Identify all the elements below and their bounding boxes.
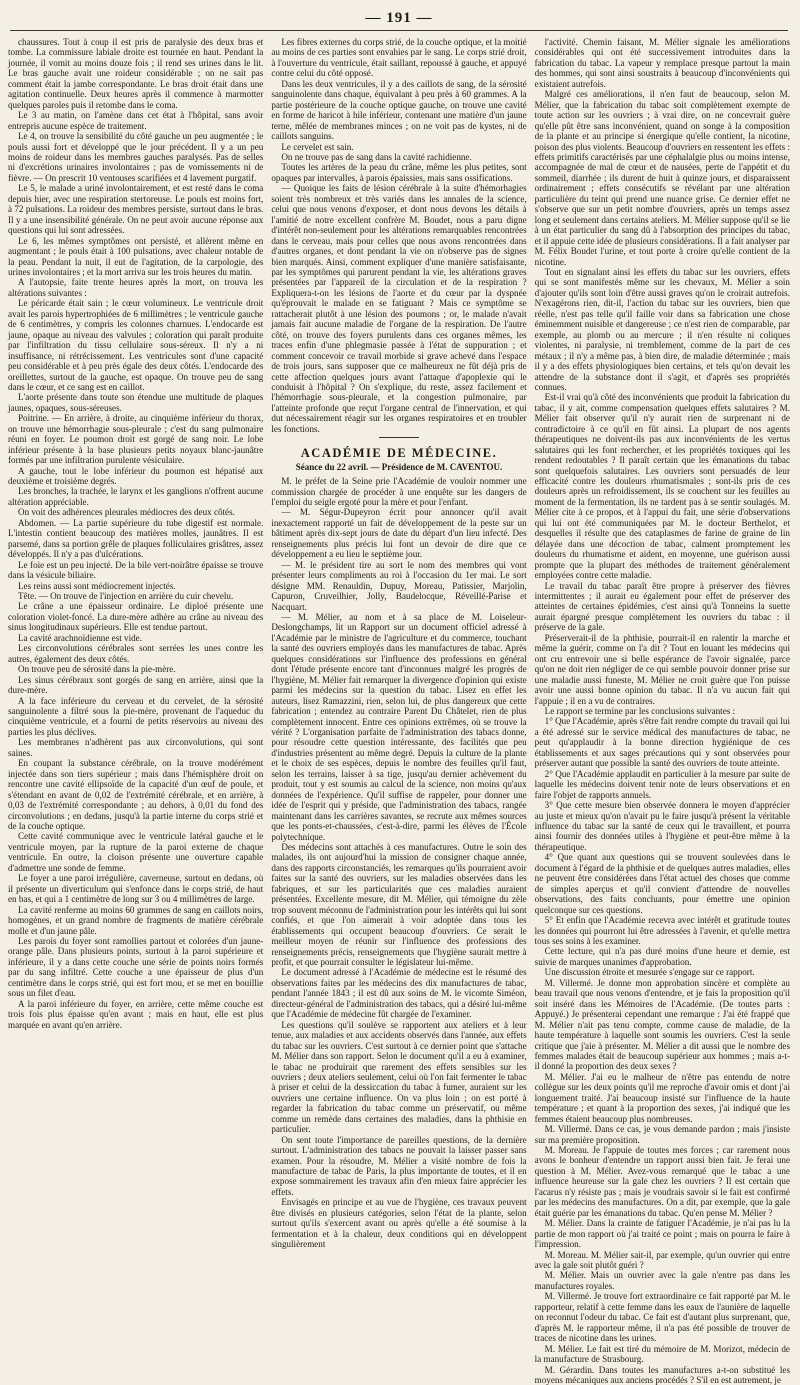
paragraph: Malgré ces améliorations, il n'en faut de beaucoup, selon M. Mélier, que la fabrication du tabac soit complètement exempte de toute action sur les ouvriers ; à vrai dire, on ne concevrait guère qu'elle pût être sans inconvénient, quand on songe à la composition de la plante et au principe si énergique qu'elle contient, la nicotine, poison des plus violents. Beaucoup d'ouvriers en ressentent les effets : effets primitifs caractérisés par une céphalalgie plus ou moins intense, accompagnée de mal de cœur et de nausées, perte de l'appétit et du sommeil, diarrhée ; ils durent de huit à quinze jours, et disparaissent ordinairement ; effets consécutifs se révélant par une altération particulière du teint qui prend une nuance grise. Ce dernier effet ne s'observe que sur un petit nombre d'ouvriers, après un temps assez long et seulement dans certains ateliers. M. Mélier suppose qu'il se lie à un état particulier du sang dû à l'absorption des principes du tabac, et il appuie cette idée de plusieurs considérations. Il a fait analyser par M. Félix Boudet l'urine, et tout porte à croire qu'elle contient de la nicotine. <box>534 89 790 267</box>
column-3 <box>534 37 790 1385</box>
paragraph: 2° Que l'Académie applaudit en particulier à la mesure par suite de laquelle les médecins doivent tenir note de leurs observations et en faire l'objet de rapports annuels. <box>534 768 790 800</box>
paragraph: A gauche, tout le lobe inférieur du poumon est hépatisé aux deuxième et troisième degrés. <box>8 465 264 487</box>
paragraph: M. Villermé. Dans ce cas, je vous demande pardon ; mais j'insiste sur ma première proposition. <box>534 1124 790 1145</box>
paragraph: M. Mélier. Le fait est tiré du mémoire de M. Morizot, médecin de la manufacture de Strasbourg. <box>534 1343 790 1365</box>
paragraph: On voit des adhérences pleurales médiocres des deux côtés. <box>18 507 235 518</box>
paragraph: — Quoique les faits de lésion cérébrale à la suite d'hémorhagies soient très nombreux et très variés dans les annales de la science, celui que nous venons d'exposer, et dont nous devons les détails à l'amitié de notre excellent confrère M. Boudet, nous a paru digne d'intérêt non-seulement pour les altérations remarquables rencontrées dans le cerveau, mais pour celles que nous avons rencontrées dans d'autres organes, et dont pendant la vie on n'observe pas de signes bien marqués. Ainsi, comment expliquer d'une manière satisfaisante, par les symptômes qui parurent pendant la vie, les altérations graves présentées par l'appareil de la circulation et de la respiration ? Expliquera-t-on les lésions de l'aorte et du cœur par la dyspnée qu'éprouvait le malade en se fatiguant ? Mais ce symptôme se rattacherait plutôt à une lésion des poumons ; or, le malade n'avait jamais fait aucune maladie de l'organe de la respiration. De l'autre côté, on trouve des foyers purulents dans ces organes mêmes, les traces enfin d'une phlegmasie passée à l'état de suppuration ; et comment concevoir ce travail morbide si grave achevé dans l'espace de trois jours, sans supposer que ce malheureux ne fût déjà pris de cette affection quelques jours avant l'attaque d'apoplexie qui le conduisit à l'hôpital ? On s'explique, du reste, assez facilement et l'hémorrhagie sous-pleurale, et la congestion pulmonaire, par l'atteinte profonde que reçut l'organe central de l'innervation, et qui dut nécessairement réagir sur les organes respiratoires et en troubler les fonctions. <box>271 183 527 434</box>
paragraph: Est-il vrai qu'à côté des inconvénients que produit la fabrication du tabac, il y ait, comme compensation quelques effets salutaires ? M. Mélier fait observer qu'il n'y aurait rien de surprenant ni de contradictoire à ce qu'il en fût ainsi. La plupart de nos agents thérapeutiques ne doivent-ils pas aux inconvénients de les vertus salutaires qui les font rechercher, et les propriétés toxiques qui les rendent redoutables ? Il paraît certain que les émanations du tabac sont quelquefois salutaires. Les ouvriers sont persuadés de leur efficacité contre les douleurs rhumatismales ; sont-ils pris de ces douleurs après un refroidissement, ils se couchent sur les feuilles au moment de la fermentation, ils ne tardent pas à se sentir soulagés. M. Mélier cite à ce propos, et à l'appui du fait, une série d'observations qui lui ont été communiquées par M. le docteur Berthelot, et desquelles il résulte que des cataplasmes de farine de graine de lin délayée dans une décoction de tabac, calment promptement les douleurs du rhumatisme et aident, en moyenne, une guérison aussi prompte que la plupart des méthodes de traitement généralement employées contre cette maladie. <box>534 392 790 581</box>
paragraph: Le 3 au matin, on l'amène dans cet état à l'hôpital, sans avoir entrepris aucune espèce de traitement. <box>8 110 264 131</box>
paragraph: Le foie est un peu injecté. De la bile vert-noirâtre épaisse se trouve dans la vésicule biliaire. <box>8 559 264 581</box>
paragraph: 5° Et enfin que l'Académie recevra avec intérêt et gratitude toutes les données qui pourront lui être adressées à l'avenir, et qu'elle mettra tous ses soins à les examiner. <box>534 915 790 946</box>
paragraph: M. Moreau. Je l'appuie de toutes mes forces ; car rarement nous avons le bonheur d'entendre un rapport aussi bien fait. Je ferai une question à M. Mélier. Avez-vous remarqué que le tabac a une influence heureuse sur la gale chez les ouvriers ? Il est certain que l'acarus n'y résiste pas ; mais je voudrais savoir si le fait est confirmé par les médecins des manufactures. On a dit, par exemple, que la gale était guérie par les émanations du tabac. Qu'en pense M. Mélier ? <box>534 1145 790 1218</box>
paragraph: M. le préfet de la Seine prie l'Académie de vouloir nommer une commission chargée de procéder à une enquête sur les dangers de l'emploi du seigle ergoté pour la mère et pour l'enfant. <box>271 476 527 508</box>
paragraph: 4° Que quant aux questions qui se trouvent soulevées dans le document à l'égard de la phthisie et de quelques autres maladies, elles ne peuvent être considérées dans l'état actuel des choses que comme de simples aperçus et qu'il convient d'attendre de nouvelles observations, des faits concluants, pour émettre une opinion quelconque sur ces questions. <box>534 852 790 915</box>
paragraph: On sent toute l'importance de pareilles questions, de la dernière surtout. L'administration des tabacs ne pouvait la laisser passer sans examen. Pour la résoudre, M. Mélier a visité nombre de fois la manufacture de tabac de Paris, la plus importante de toutes, et il en expose sommairement les travaux afin d'en mieux faire apprécier les effets. <box>271 1134 527 1197</box>
section-title: ACADÉMIE DE MÉDECINE. <box>300 446 498 461</box>
paragraph: Les sinus cérébraux sont gorgés de sang en arrière, ainsi que la dure-mère. <box>8 674 264 696</box>
paragraph: M. Moreau. M. Mélier sait-il, par exemple, qu'un ouvrier qui entre avec la gale soit plutôt guéri ? <box>534 1249 790 1271</box>
column-2 <box>271 37 527 1250</box>
paragraph: La cavité arachnoïdienne est vide. <box>18 632 142 643</box>
page-number: — 191 — <box>365 10 433 26</box>
paragraph: Une discussion étroite et mesurée s'engage sur ce rapport. <box>544 967 755 978</box>
paragraph: Le document adressé à l'Académie de médecine est le résumé des observations faites par les médecins des dix manufactures de tabac, pendant l'année 1843 ; il est dû aux soins de M. le vicomte Siméon, directeur-général de l'administration des tabacs, qui a désiré lui-même que l'Académie de médecine fût chargée de l'examiner. <box>271 967 527 1020</box>
paragraph: — M. le président tire au sort le nom des membres qui vont présenter leurs compliments au roi à l'occasion du 1er mai. Le sort désigne MM. Renauldin, Dupuy, Moreau, Patissier, Marjolin, Capuron, Cruveilhier, Jolly, Baudelocque, Réveillé-Parise et Nacquart. <box>271 559 527 612</box>
paragraph: Préserverait-il de la phthisie, pourrait-il en ralentir la marche et même la guérir, comme on l'a dit ? Tout en louant les médecins qui ont cru entrevoir une si belle espérance de l'avoir signalée, parce qu'on ne doit rien négliger de ce qui semble pouvoir donner prise sur une maladie aussi funeste, M. Mélier ne croit guère que l'on puisse avoir une aussi bonne opinion du tabac. Il n'a vu aucun fait qui l'appuie ; il en a vu de contraires. <box>534 632 790 706</box>
paragraph: M. Gérardin. Dans toutes les manufactures a-t-on substitué les moyens mécaniques aux anciens procédés ? S'il en est autrement, je <box>534 1364 790 1385</box>
paragraph: Le 4, on trouve la sensibilité du côté gauche un peu augmentée ; le pouls aussi fort et développé que le jour précédent. Il y a un peu moins de roideur dans les membres gauches paralysés. Pas de selles ni d'excrétions urinaires involontaires ; pas de vomissements ni de fièvre. — On prescrit 10 ventouses scarifiées et 4 lavement purgatif. <box>8 131 264 183</box>
paragraph: 3° Que cette mesure bien observée donnera le moyen d'apprécier au juste et mieux qu'on n'avait pu le faire jusqu'à présent la véritable influence du tabac sur la santé de ceux qui le travaillent, et pourra ainsi fournir des données utiles à l'hygiène et peut-être même à la thérapeutique. <box>534 800 790 852</box>
header-rule <box>10 30 788 31</box>
paragraph: — M. Ségur-Dupeyron écrit pour annoncer qu'il avait inexactement rapporté un fait de développement de la peste sur un bâtiment après dix-sept jours de date du départ d'un lieu infecté. Des renseignements plus précis lui font un devoir de dire que ce développement a eu lieu le septième jour. <box>271 507 527 560</box>
paragraph: Tout en signalant ainsi les effets du tabac sur les ouvriers, effets qui se sont manifestés même sur les chevaux, M. Mélier a soin d'ajouter qu'ils sont loin d'être aussi graves qu'on le croirait autrefois. N'exagérons rien, dit-il, l'action du tabac sur les ouvriers, bien que réelle, n'est pas telle qu'il faille voir dans sa fabrication une chose éminemment nuisible et dangereuse ; ce n'est rien de comparable, par exemple, au plomb ou au mercure ; il n'en résulte ni coliques violentes, ni paralysie, ni tremblement, comme de la part de ces métaux ; il n'y a même pas, à bien dire, de maladie déterminée ; mais il y a des effets physiologiques bien certains, et tels qu'on devait les attendre de la substance dont il s'agit, et d'après ses propriétés connues. <box>534 266 790 392</box>
paragraph: L'aorte présente dans toute son étendue une multitude de plaques jaunes, opaques, sous-séreuses. <box>8 392 264 413</box>
paragraph: M. Mélier. Dans la crainte de fatiguer l'Académie, je n'ai pas lu la partie de mon rapport où j'ai traité ce point ; mais on pourra le faire à l'impression. <box>534 1218 790 1250</box>
columns <box>8 37 790 1385</box>
section-divider <box>379 437 419 438</box>
column-1 <box>8 37 263 1161</box>
paragraph: Cette lecture, qui n'a pas duré moins d'une heure et demie, est suivie de marques unanimes d'approbation. <box>534 946 790 967</box>
paragraph: Toutes les artères de la peau du crâne, même les plus petites, sont opaques par intervalles, à parois épaissies, mais sans ossifications. <box>271 162 527 183</box>
paragraph: On trouve peu de sérosité dans la pie-mère. <box>18 664 176 675</box>
column-2-medical-case <box>271 37 526 434</box>
paragraph: Le crâne a une épaisseur ordinaire. Le diploé présente une coloration violet-foncé. La dure-mère adhère au crâne au niveau des sinus longitudinaux supérieurs. Elle est tendue partout. <box>8 601 264 633</box>
paragraph: Le 5, le malade a uriné involontairement, et est resté dans le coma depuis hier, avec une respiration stertoreuse. Le pouls est moins fort, à 72 pulsations. La roideur des membres persiste, surtout dans le bras. Il y a une insensibilité générale. On ne peut avoir aucune réponse aux questions qui lui sont adressées. <box>8 183 264 236</box>
paragraph: Les parois du foyer sont ramollies partout et colorées d'un jaune-orange pâle. Dans plusieurs points, surtout à la paroi supérieure et inférieure, il y a dans cette couche une série de points noirs formés par du sang infiltré. Cette couche a une épaisseur de plus d'un centimètre dans le corps strié, qui est fort mou, et se met en bouillie sous un filet d'eau. <box>8 935 264 999</box>
section-subtitle: Séance du 22 avril. — Présidence de M. CAVENTOU. <box>295 461 503 472</box>
paragraph: Abdomen. — La partie supérieure du tube digestif est normale. L'intestin contient beaucoup des matières molles, jaunâtres. Il est parsemé, dans sa portion grêle de plaques folliculaires grisâtres, assez développés. Il n'y a pas d'ulcérations. <box>8 517 264 560</box>
paragraph: l'activité. Chemin faisant, M. Mélier signale les améliorations considérables qui ont été successivement introduites dans la fabrication du tabac. La vapeur y remplace presque partout la main des hommes, qui sont ainsi soustraits à beaucoup d'inconvénients qui existaient autrefois. <box>534 37 790 89</box>
paragraph: Le cervelet est sain. <box>281 141 354 152</box>
paragraph: A l'autopsie, faite trente heures après la mort, on trouva les altérations suivantes : <box>8 277 264 298</box>
paragraph: Le travail du tabac paraît être propre à préserver des fièvres intermittentes ; il aurait eu également pour effet de préserver des atteintes de certaines épidémies, c'est ainsi qu'à Tonneins la suette aurait épargné presque complètement les ouvriers du tabac : il préserve de la gale. <box>534 580 790 633</box>
paragraph: Le 6, les mêmes symptômes ont persisté, et allèrent même en augmentant ; le pouls était à 100 pulsations, avec chaleur notable de la peau. Pendant la nuit, il eut de l'agitation, de la carpologie, des urines involontaires ; et la mort arriva sur les trois heures du matin. <box>8 235 264 277</box>
paragraph: A la face inférieure du cerveau et du cervelet, de la sérosité sanguinolente a filtré sous la pie-mère, provenant de l'aqueduc du cinquième ventricule, et a fourni de petits réservoirs au niveau des parties les plus déclives. <box>8 695 264 737</box>
paragraph: Les membranes n'adhèrent pas aux circonvolutions, qui sont saines. <box>8 737 264 758</box>
paragraph: chaussures. Tout à coup il est pris de paralysie des deux bras et tombe. La commissure labiale droite est tournée en haut. Pendant la journée, il vomit au moins douze fois ; il rend ses urines dans le lit. Le bras gauche avait une roideur considérable ; on ne sait pas comment était la jambe correspondante. Le bras droit était dans une agitation continuelle. Deux heures après il commence à marmotter quelques paroles puis il retombe dans le coma. <box>8 37 264 110</box>
paragraph: Les reins aussi sont médiocrement injectés. <box>18 580 176 591</box>
paragraph: — M. Mélier, au nom et à sa place de M. Loiseleur-Deslongchamps, lit un Rapport sur un document officiel adressé à l'Académie par le ministre de l'agriculture et du commerce, touchant la santé des ouvriers employés dans les manufactures de tabac. Après quelques considérations sur l'influence des professions en général dont l'étude présente encore tant d'inconnues malgré les progrès de l'hygiène, M. Mélier fait remarquer la divergence d'opinion qui existe parmi les médecins sur la question du tabac. Lisez en effet les auteurs, lisez Ramazzini, rien, selon lui, de plus dangereux que cette fabrication ; entendez au contraire Parent Du Châtelet, rien de plus complètement innocent. Entre ces opinions extrêmes, où se trouve la vérité ? L'organisation parfaite de l'administration des tabacs donne, pour résoudre cette question intéressante, des facilités que peu d'industries présentent au même degré. Depuis la culture de la plante et le choix de ses espèces, depuis le nombre des feuilles qu'il faut, selon les terrains, laisser à sa tige, jusqu'au dernier achèvement du produit, tout y est soumis au calcul de la science, non moins qu'aux données de l'expérience. Qu'il suffise de rappeler, pour donner une idée de l'esprit qui y préside, que l'administration des tabacs, rangée maintenant dans les carrières savantes, se recrute aux mêmes sources que les ponts-et-chaussées, c'est-à-dire, parmi les élèves de l'École polytechnique. <box>271 612 527 842</box>
paragraph: M. Mélier. Mais un ouvrier avec la gale n'entre pas dans les manufactures royales. <box>534 1270 790 1291</box>
paragraph: Poitrine. — En arrière, à droite, au cinquième inférieur du thorax, on trouve une hémorrhagie sous-pleurale ; c'est du sang pulmonaire réuni en foyer. Le poumon droit est gorgé de sang noir. Le lobe inférieur présente à la base plusieurs petits noyaux blanc-jaunâtre formés par une infiltration purulente vésiculaire. <box>8 413 264 466</box>
paragraph: Les questions qu'il soulève se rapportent aux ateliers et à leur tenue, aux maladies et aux accidents observés dans l'année, aux effets du tabac sur les ouvriers. C'est surtout à ce dernier point que s'attache M. Mélier dans son rapport. Selon le document qu'il a eu à examiner, le tabac ne produirait que rarement des effets sensibles sur les ouvriers ; deux ateliers seulement, celui où l'on fait fermenter le tabac à priser et celui de la dessiccation du tabac à fumer, auraient sur les ouvriers une certaine influence. On va plus loin ; on est porté à regarder la fabrication du tabac comme un préservatif, ou même comme un remède dans certaines des maladies, dans la phthisie en particulier. <box>271 1019 527 1135</box>
column-2-academy-report <box>271 476 526 1250</box>
paragraph: Dans les deux ventricules, il y a des caillots de sang, de la sérosité sanguinolente dans chaque, équivalant à peu près à 60 grammes. A la partie postérieure de la couche optique gauche, on trouve une cavité en forme de haricot à hile inférieur, contenant une matière d'un jaune terne, mêlée de membranes minces ; on ne voit pas de kystes, ni de caillots sanguins. <box>271 78 527 142</box>
paragraph: En coupant la substance cérébrale, on la trouve modérément injectée dans son tiers supérieur ; mais dans l'hémisphère droit on rencontre une cavité ellipsoïde de la capacité d'un œuf de poule, et s'étendant en avant de 0,02 de l'extrémité cérébrale, et en arrière, à 0,03 de l'extrémité correspondante ; au dehors, à 0,01 du fond des circonvolutions ; en dedans, jusqu'à la partie interne du corps strié et de la couche optique. <box>8 758 264 831</box>
paragraph: A la paroi inférieure du foyer, en arrière, cette même couche est trois fois plus épaisse qu'en avant ; mais en haut, elle est plus marquée en avant qu'en arrière. <box>8 998 264 1030</box>
paragraph: M. Mélier. J'ai eu le malheur de n'être pas entendu de notre collègue sur les deux points qu'il me reproche d'avoir omis et dont j'ai longuement traité. J'ai beaucoup insisté sur l'influence de la haute température ; et quant à la proportion des sexes, j'ai indiqué que les femmes étaient beaucoup plus nombreuses. <box>534 1071 790 1124</box>
paragraph: Envisagés en principe et au vue de l'hygiène, ces travaux peuvent être divisés en plusieurs catégories, selon l'état de la plante, selon surtout qu'ils s'exercent avant ou après qu'elle a été soumise à la fermentation et à la chaleur, deux conditions qui en développent singulièrement <box>271 1197 527 1250</box>
paragraph: La cavité renferme au moins 60 grammes de sang en caillots noirs, homogènes, et un grand nombre de fragments de matière cérébrale molle et d'un jaune pâle. <box>8 904 264 936</box>
paragraph: Cette cavité communique avec le ventricule latéral gauche et le ventricule moyen, par la rupture de la paroi externe de chaque ventricule. En outre, la cloison présente une ouverture capable d'admettre une sonde de femme. <box>8 831 264 873</box>
paragraph: M. Villermé. Je trouve fort extraordinaire ce fait rapporté par M. le rapporteur, relatif à cette femme dans les eaux de l'aunière de laquelle on reconnut l'odeur du tabac. Ce fait est d'autant plus surprenant, que, d'après M. le rapporteur même, il n'a pas été possible de trouver de traces de nicotine dans les urines. <box>534 1291 790 1344</box>
paragraph: Des médecins sont attachés à ces manufactures. Outre le soin des malades, ils ont aujourd'hui la mission de consigner chaque année, dans des rapports circonstanciés, les remarques qu'ils pourraient avoir faites sur la santé des ouvriers, sur les maladies observées dans les fabriques, et sur les particularités que ces maladies auraient présentées. Excellente mesure, dit M. Mélier, qui témoigne du zèle trop souvent méconnu de l'administration pour les intérêts qui lui sont confiés, et que l'on aimerait à voir adoptée dans tous les établissements qui occupent beaucoup d'ouvriers. Ce serait le meilleur moyen de réunir sur l'influence des professions des renseignements précis, renseignements que l'hygiène saurait mettre à profit, et que pourrait consulter le législateur lui-même. <box>271 841 527 967</box>
paragraph: M. Villermé. Je donne mon approbation sincère et complète au beau travail que nous venons d'entendre, et je fais la proposition qu'il soit inséré dans les Mémoires de l'Académie. (De toutes parts : Appuyé.) Je présenterai cependant une remarque : J'ai été frappé que M. Mélier n'ait pas tenu compte, comme cause de maladie, de la haute température à laquelle sont soumis les ouvriers. C'est la seule critique que j'aie à présenter. M. Mélier a dit aussi que le nombre des femmes malades était de beaucoup supérieur aux hommes ; mais a-t-il donné la proportion des deux sexes ? <box>534 977 790 1072</box>
paragraph: Le rapport se termine par les conclusions suivantes : <box>544 706 736 716</box>
paragraph: 1° Que l'Académie, après s'être fait rendre compte du travail qui lui a été adressé sur le service médical des manufactures de tabac, ne peut qu'applaudir à la bonne direction hygiénique de ces établissements et aux sages précautions qui y sont observées pour préserver autant que possible la santé des ouvriers de toute atteinte. <box>534 716 790 769</box>
paragraph: Les bronches, la trachée, le larynx et les ganglions n'offrent aucune altération appréciable. <box>8 486 264 507</box>
paragraph: Le péricarde était sain ; le cœur volumineux. Le ventricule droit avait les parois hypertrophiées de 6 millimètres ; le ventricule gauche de 6 centimètres, y compris les colonnes charnues. L'endocarde est jaune, opaque au niveau des valvules ; coloration qui paraît produite par l'infiltration du tissu cellulaire sous-séreux. Il n'y a ni insuffisance, ni rétrécissement. Les ventricules sont d'une capacité peu considérable et à peu près égale des deux côtés. L'endocarde des oreillettes, surtout de la gauche, est opaque. On trouve peu de sang dans le cœur, et ce sang est en caillot. <box>8 298 264 392</box>
paragraph: Tête. — On trouve de l'injection en arrière du cuir chevelu. <box>18 591 234 602</box>
paragraph: Les circonvolutions cérébrales sont serrées les unes contre les autres, également des deux côtés. <box>8 643 264 664</box>
paragraph: Le foyer a une paroi irrégulière, caverneuse, surtout en dedans, où il présente un diverticulum qui s'enfonce dans le corps strié, de haut en bas, et qui a 1 centimètre de long sur 3 ou 4 millimètres de large. <box>8 873 264 905</box>
paragraph: On ne trouve pas de sang dans la cavité rachidienne. <box>281 151 472 162</box>
paragraph: Les fibres externes du corps strié, de la couche optique, et la moitié au moins de ces parties sont envahies par le sang. Le corps strié droit, à l'ouverture du ventricule, était saillant, repoussé à gauche, et appuyé contre celui du côté opposé. <box>271 37 527 79</box>
